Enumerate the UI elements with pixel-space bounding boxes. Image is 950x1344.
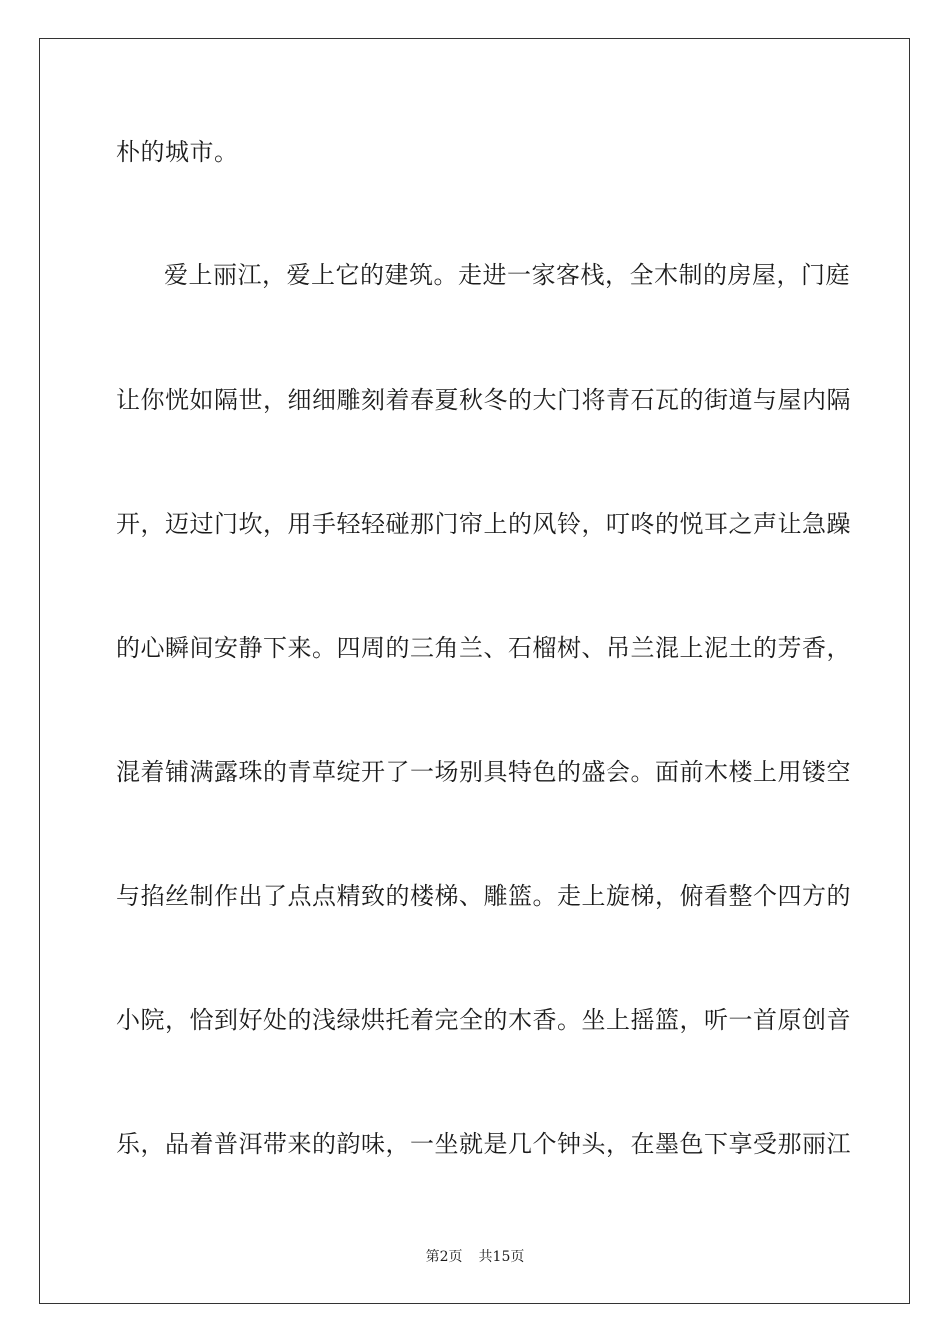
page-footer [0,1248,950,1266]
text-line-9: 乐，品着普洱带来的韵味，一坐就是几个钟头，在墨色下享受那丽江 [116,1130,851,1158]
text-line-6: 混着铺满露珠的青草绽开了一场别具特色的盛会。面前木楼上用镂空 [116,758,851,786]
text-line-2: 爱上丽江，爱上它的建筑。走进一家客栈，全木制的房屋，门庭 [164,261,850,289]
text-line-5: 的心瞬间安静下来。四周的三角兰、石榴树、吊兰混上泥土的芳香， [116,634,851,662]
text-line-7: 与掐丝制作出了点点精致的楼梯、雕篮。走上旋梯，俯看整个四方的 [116,882,851,910]
text-line-8: 小院，恰到好处的浅绿烘托着完全的木香。坐上摇篮，听一首原创音 [116,1006,851,1034]
page-number: 第2页 [425,1249,463,1265]
text-line-4: 开，迈过门坎，用手轻轻碰那门帘上的风铃，叮咚的悦耳之声让急躁 [116,510,851,538]
text-line-3: 让你恍如隔世，细细雕刻着春夏秋冬的大门将青石瓦的街道与屋内隔 [116,386,851,414]
page-total: 共15页 [478,1249,525,1265]
page-border [39,38,910,1304]
text-line-1: 朴的城市。 [116,138,239,166]
